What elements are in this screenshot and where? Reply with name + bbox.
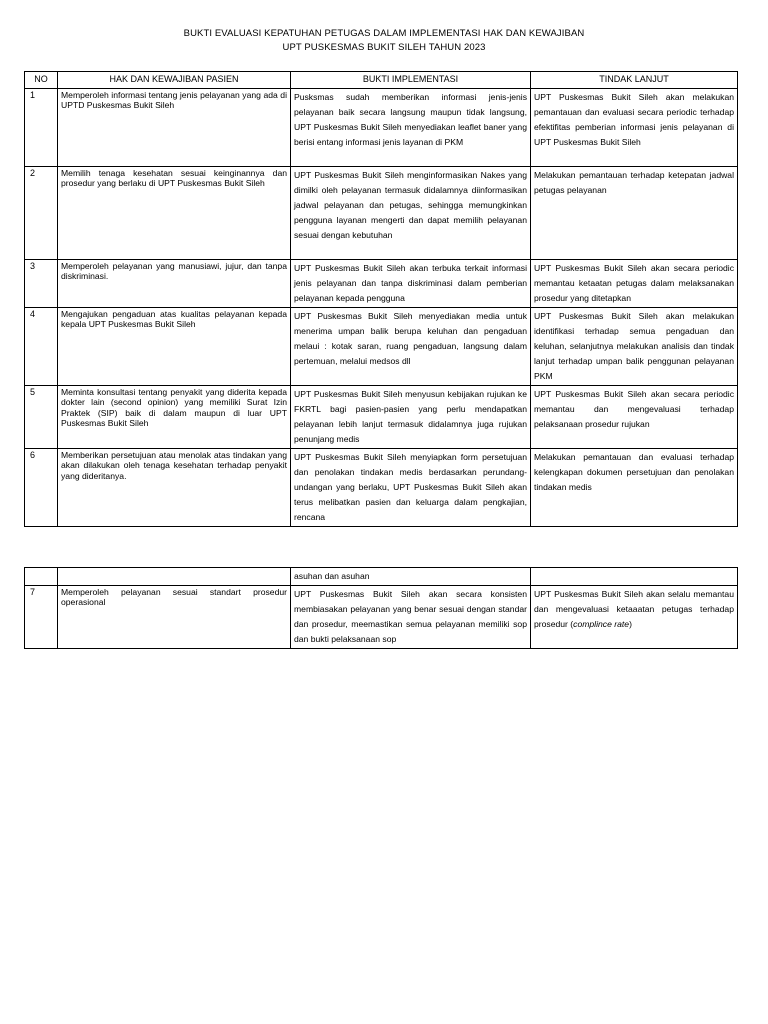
table-row bbox=[25, 260, 738, 308]
compliance-table-continued bbox=[24, 567, 738, 649]
header-hak: HAK DAN KEWAJIBAN PASIEN bbox=[58, 72, 291, 89]
row-bukti: UPT Puskesmas Bukit Sileh menyiapkan form persetujuan dan penolakan tindakan medis berdasarkan perundang-undangan yang berlaku, UPT Puskesmas Bukit Sileh akan terus melibatkan pasien dan keluarga dalam pengkajian, rencana bbox=[291, 449, 531, 527]
row-hak-empty bbox=[58, 568, 291, 586]
row-tindak: Melakukan pemantauan terhadap ketepatan jadwal petugas pelayanan bbox=[531, 167, 738, 260]
row-number: 7 bbox=[25, 586, 58, 649]
header-no: NO bbox=[25, 72, 58, 89]
row-tindak-empty bbox=[531, 568, 738, 586]
row-hak: Mengajukan pengaduan atas kualitas pelayanan kepada kepala UPT Puskesmas Bukit Sileh bbox=[58, 308, 291, 386]
row-bukti: UPT Puskesmas Bukit Sileh menyediakan media untuk menerima umpan balik berupa keluhan dan pengaduan melaui : kotak saran, ruang pengaduan, langsung dalam pertemuan, melalui medsos dll bbox=[291, 308, 531, 386]
row-tindak: Melakukan pemantauan dan evaluasi terhadap kelengkapan dokumen persetujuan dan penolakan tindakan medis bbox=[531, 449, 738, 527]
row-hak: Meminta konsultasi tentang penyakit yang diderita kepada dokter lain (second opinion) yang memiliki Surat Izin Praktek (SIP) baik di dalam maupun di luar UPT Puskesmas Bukit Sileh bbox=[58, 386, 291, 449]
row-hak: Memperoleh informasi tentang jenis pelayanan yang ada di UPTD Puskesmas Bukit Sileh bbox=[58, 89, 291, 167]
row-tindak: UPT Puskesmas Bukit Sileh akan melakukan identifikasi terhadap semua pengaduan dan keluhan, selanjutnya melakukan analisis dan tindak lanjut terhadap umpan balik penggunan pelayanan PKM bbox=[531, 308, 738, 386]
row-tindak: UPT Puskesmas Bukit Sileh akan melakukan pemantauan dan evaluasi secara periodic terhadap efektifitas pemberian informasi jenis pelayanan di UPT Puskesmas Bukit Sileh bbox=[531, 89, 738, 167]
row-number: 6 bbox=[25, 449, 58, 527]
table-row bbox=[25, 89, 738, 167]
row-number-empty bbox=[25, 568, 58, 586]
row-number: 4 bbox=[25, 308, 58, 386]
table-header-row bbox=[25, 72, 738, 89]
header-tindak: TINDAK LANJUT bbox=[531, 72, 738, 89]
row-bukti: UPT Puskesmas Bukit Sileh akan terbuka terkait informasi jenis pelayanan dan tanpa diskriminasi dalam pemberian pelayanan kepada pengguna bbox=[291, 260, 531, 308]
table-row bbox=[25, 167, 738, 260]
table-row bbox=[25, 386, 738, 449]
tindak-text: UPT Puskesmas Bukit Sileh akan selalu memantau dan mengevaluasi ketaaatan petugas terhadap prosedur ( bbox=[534, 589, 734, 629]
table-row bbox=[25, 586, 738, 649]
document-title: BUKTI EVALUASI KEPATUHAN PETUGAS DALAM IMPLEMENTASI HAK DAN KEWAJIBAN bbox=[183, 28, 585, 39]
row-number: 2 bbox=[25, 167, 58, 260]
row-hak: Memberikan persetujuan atau menolak atas tindakan yang akan dilakukan oleh tenaga kesehatan terhadap penyakit yang dideritanya. bbox=[58, 449, 291, 527]
row-bukti: Pusksmas sudah memberikan informasi jenis-jenis pelayanan baik secara langsung maupun tidak langsung, UPT Puskesmas Bukit Sileh menyediakan leaflet baner yang berisi entang informasi jenis layanan di PKM bbox=[291, 89, 531, 167]
row-number: 3 bbox=[25, 260, 58, 308]
row-bukti: UPT Puskesmas Bukit Sileh menyusun kebijakan rujukan ke FKRTL bagi pasien-pasien yang perlu mendapatkan pelayanan lebih lanjut termasuk didalamnya juga rujukan penunjang medis bbox=[291, 386, 531, 449]
compliance-table bbox=[24, 71, 738, 527]
row-tindak: UPT Puskesmas Bukit Sileh akan secara periodic memantau ketaatan petugas dalam melaksanakan prosedur yang ditetapkan bbox=[531, 260, 738, 308]
tindak-text-end: ) bbox=[629, 619, 632, 629]
row-tindak bbox=[531, 586, 738, 649]
row-bukti: UPT Puskesmas Bukit Sileh akan secara konsisten membiasakan pelayanan yang benar sesuai dengan standar dan prosedur, meemastikan semua pelayanan memiliki sop dan bukti pelaksanaan sop bbox=[291, 586, 531, 649]
row-bukti: UPT Puskesmas Bukit Sileh menginformasikan Nakes yang dimilki oleh pelayanan termasuk didalamnya diinformasikan jadwal pelayanan dan petugas, sehingga memungkinkan pengguna layanan mengerti dan dapat memilih pelayanan sesuai dengan kebutuhan bbox=[291, 167, 531, 260]
table-row bbox=[25, 449, 738, 527]
row-hak: Memperoleh pelayanan sesuai standart prosedur operasional bbox=[58, 586, 291, 649]
row-number: 5 bbox=[25, 386, 58, 449]
row-tindak: UPT Puskesmas Bukit Sileh akan secara periodic memantau dan mengevaluasi terhadap pelaksanaan prosedur rujukan bbox=[531, 386, 738, 449]
tindak-italic-text: complince rate bbox=[573, 619, 630, 629]
row-hak: Memperoleh pelayanan yang manusiawi, jujur, dan tanpa diskriminasi. bbox=[58, 260, 291, 308]
row-number: 1 bbox=[25, 89, 58, 167]
row-bukti-continuation: asuhan dan asuhan bbox=[291, 568, 531, 586]
table-row bbox=[25, 308, 738, 386]
table-row-continuation bbox=[25, 568, 738, 586]
header-bukti: BUKTI IMPLEMENTASI bbox=[291, 72, 531, 89]
row-hak: Memilih tenaga kesehatan sesuai keinginannya dan prosedur yang berlaku di UPT Puskesmas Bukit Sileh bbox=[58, 167, 291, 260]
document-subtitle: UPT PUSKESMAS BUKIT SILEH TAHUN 2023 bbox=[282, 42, 486, 53]
